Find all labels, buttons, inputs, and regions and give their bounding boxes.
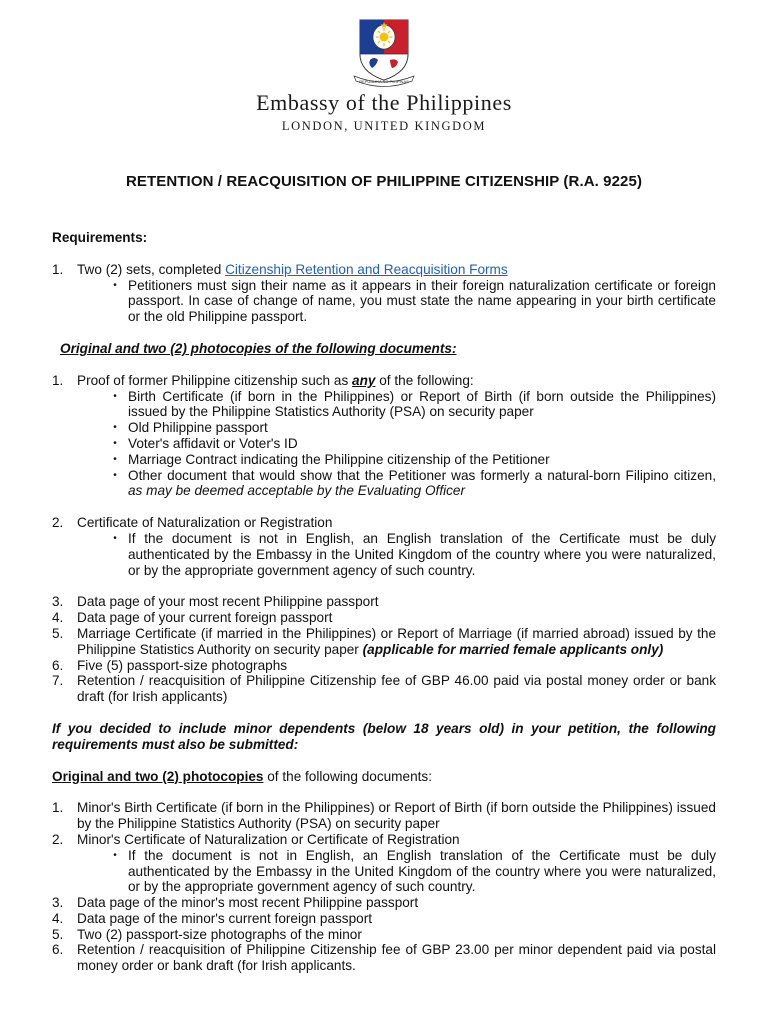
bullet-item: • Other document that would show that the Petitioner was formerly a natural-born Filipino citizen, as may be deemed acceptable by the Evaluating Officer [113, 467, 716, 499]
requirement-item: 6. Five (5) passport-size photographs [52, 657, 288, 673]
bullet-item: • Voter's affidavit or Voter's ID [113, 435, 298, 451]
minor-requirement-item: 2. Minor's Certificate of Naturalization or Certificate of Registration [52, 831, 460, 847]
minor-requirement-item: 5. Two (2) passport-size photographs of the minor [52, 926, 362, 942]
requirement-item: 2. Certificate of Naturalization or Registration [52, 515, 333, 531]
bullet-item: • If the document is not in English, an English translation of the Certificate must be duly authenticated by the Embassy in the United Kingdom of the country where you were naturalized, or by the appropriate government agency of such country. [113, 847, 716, 895]
embassy-location: LONDON, UNITED KINGDOM [281, 119, 487, 133]
document-body [52, 230, 716, 974]
requirement-item: 1. Proof of former Philippine citizenship such as any of the following: [52, 372, 474, 388]
requirement-item: 5. Marriage Certificate (if married in the Philippines) or Report of Marriage (if married abroad) issued by the Philippine Statistics Authority on security paper (applicable for married female applicants only) [52, 625, 716, 657]
bullet-item: • Old Philippine passport [113, 420, 268, 436]
citizenship-forms-link[interactable]: Citizenship Retention and Reacquisition Forms [225, 261, 508, 277]
requirement-item: 3. Data page of your most recent Philippine passport [52, 594, 379, 610]
document-title: RETENTION / REACQUISITION OF PHILIPPINE CITIZENSHIP (R.A. 9225) [125, 173, 643, 190]
minor-requirement-item: 4. Data page of the minor's current foreign passport [52, 910, 373, 926]
bullet-item: • Petitioners must sign their name as it appears in their foreign naturalization certificate or foreign passport. In case of change of name, you must state the name appearing in your birth certificate or the old Philippine passport. [52, 278, 716, 325]
requirement-item: 4. Data page of your current foreign passport [52, 610, 333, 626]
requirement-item: 7. Retention / reacquisition of Philippine Citizenship fee of GBP 46.00 paid via postal money order or bank draft (for Irish applicants) [52, 673, 716, 705]
minor-requirement-item: 6. Retention / reacquisition of Philippine Citizenship fee of GBP 23.00 per minor dependent paid via postal money order or bank draft (for Irish applicants. [52, 942, 716, 974]
bullet-item: • Birth Certificate (if born in the Philippines) or Report of Birth (if born outside the Philippines) issued by the Philippine Statistics Authority (PSA) on security paper [113, 388, 716, 420]
minor-requirement-item: 1. Minor's Birth Certificate (if born in the Philippines) or Report of Birth (if born outside the Philippines) issued by the Philippine Statistics Authority (PSA) on security paper [52, 800, 716, 832]
requirement-item: 1. Two (2) sets, completed Citizenship Retention and Reacquisition Forms [52, 261, 508, 277]
svg-text:REPUBLIKA NG PILIPINAS: REPUBLIKA NG PILIPINAS [359, 79, 409, 84]
bullet-item: • If the document is not in English, an English translation of the Certificate must be duly authenticated by the Embassy in the United Kingdom of the country where you were naturalized, or by the appropriate government agency of such country. [113, 530, 716, 578]
minor-original-heading: Original and two (2) photocopies of the following documents: [52, 768, 432, 784]
philippine-seal-icon [346, 14, 422, 90]
minor-requirement-item: 3. Data page of the minor's most recent Philippine passport [52, 895, 419, 911]
bullet-item: • Marriage Contract indicating the Philippine citizenship of the Petitioner [113, 451, 550, 467]
requirements-heading: Requirements: [52, 230, 148, 245]
original-photocopies-heading: Original and two (2) photocopies of the following documents: [60, 340, 457, 356]
bullet-icon: • [113, 279, 117, 291]
embassy-title: Embassy of the Philippines [256, 90, 512, 115]
minor-dependents-intro: If you decided to include minor dependents (below 18 years old) in your petition, the following requirements must also be submitted: [52, 720, 716, 752]
